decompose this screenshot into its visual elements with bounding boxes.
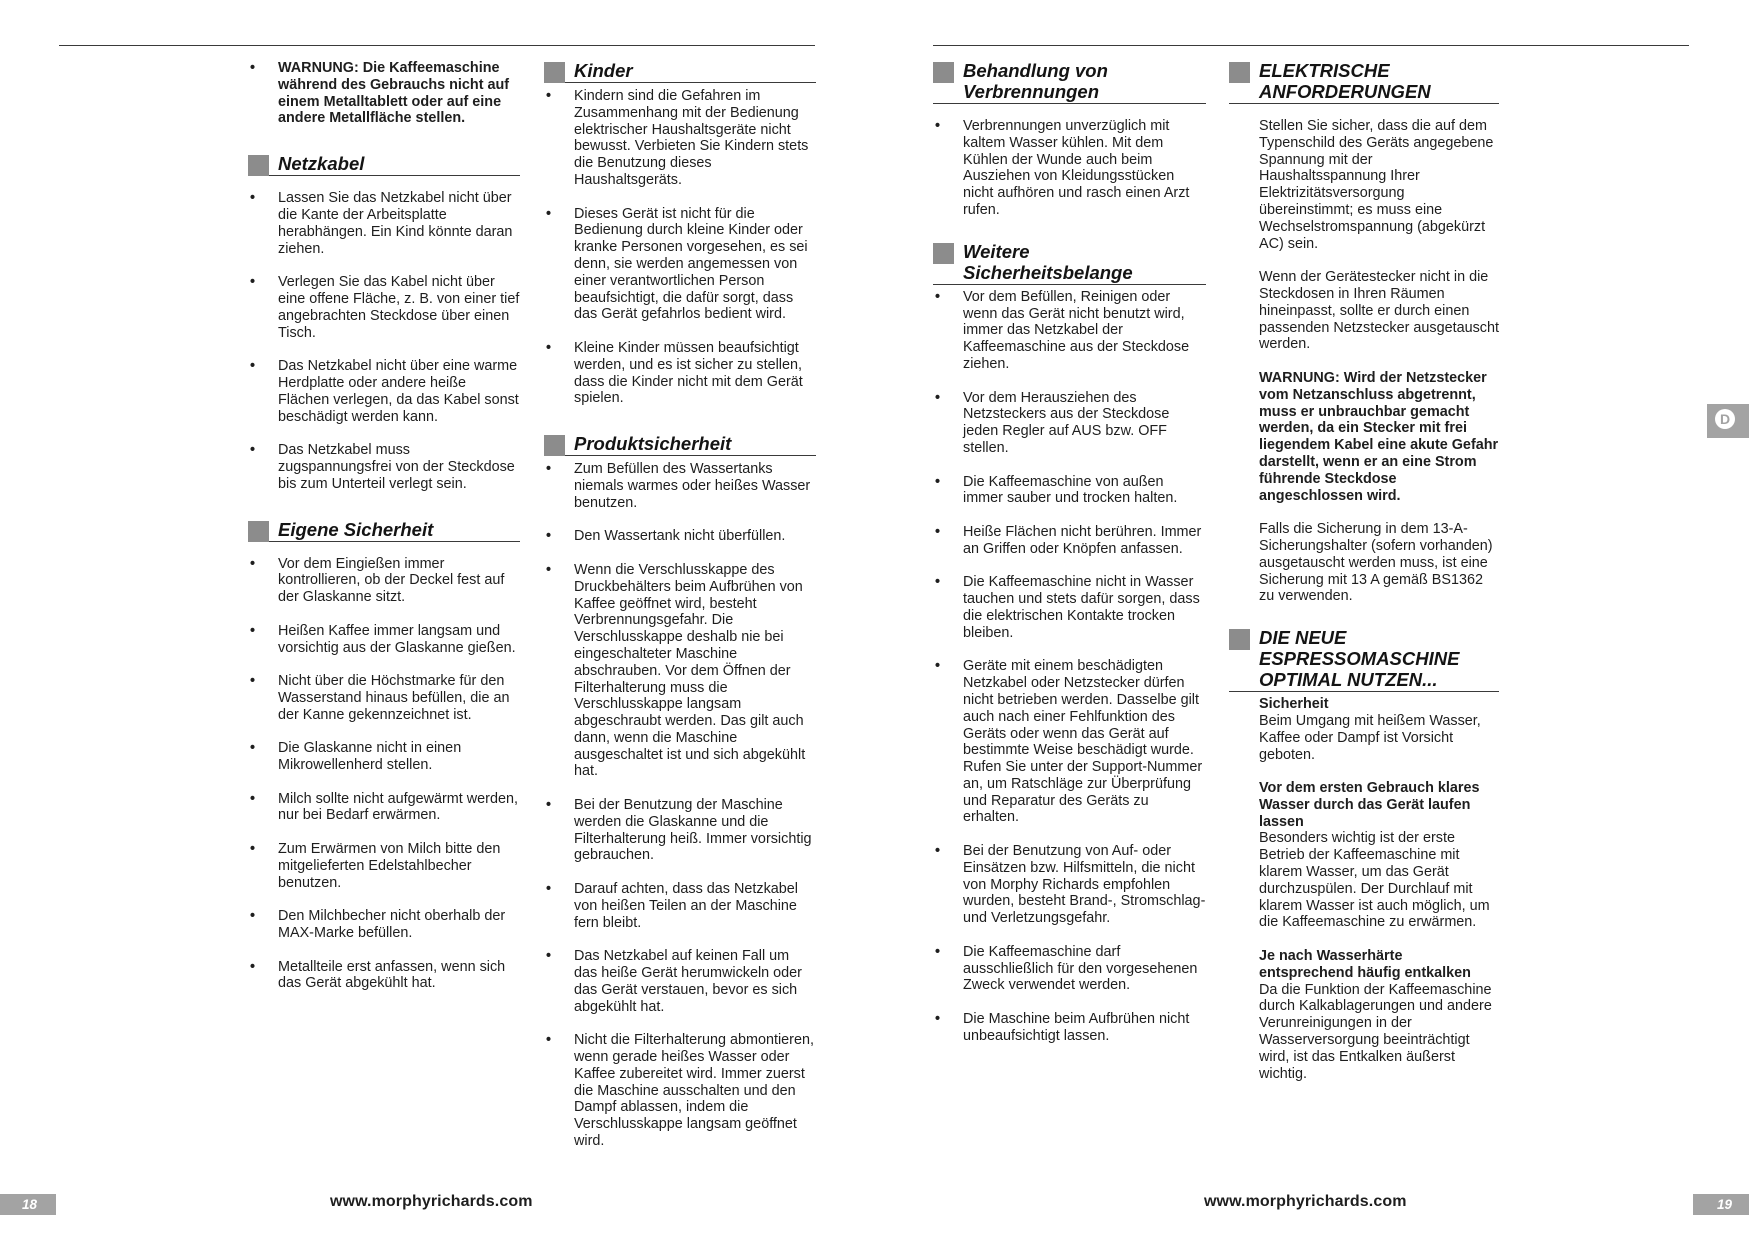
page-number-left bbox=[0, 1194, 56, 1215]
column-c bbox=[933, 60, 1206, 1061]
list-item: • Das Netzkabel muss zugspannungsfrei von der Steckdose bis zum Unterteil verlegt sein. bbox=[248, 442, 520, 492]
heading-text: Produktsicherheit bbox=[574, 433, 732, 455]
list-item: • Bei der Benutzung von Auf- oder Einsätzen bzw. Hilfsmitteln, die nicht von Morphy Richards empfohlen wurden, besteht Brand-, Stromschlag- und Verletzungsgefahr. bbox=[933, 843, 1206, 927]
heading-text-line1: ELEKTRISCHE bbox=[1259, 60, 1390, 81]
heading-square-icon bbox=[248, 155, 269, 176]
heading-text-line2: ANFORDERUNGEN bbox=[1259, 81, 1431, 102]
subsection-text: Besonders wichtig ist der erste Betrieb der Kaffeemaschine mit klarem Wasser, um das Gerät durchzuspülen. Der Durchlauf mit klarem Wasser ist auch möglich, um die Kaffeemaschine zu erwärmen. bbox=[1259, 830, 1490, 931]
page-number-text: 19 bbox=[1717, 1197, 1733, 1212]
heading-square-icon bbox=[1229, 62, 1250, 83]
list-item: • Geräte mit einem beschädigten Netzkabel oder Netzstecker dürfen nicht betrieben werden. Dasselbe gilt auch nach einer Fehlfunktion des Geräts oder wenn das Gerät auf bestimmte Weise beschädigt wurde. Rufen Sie unter der Support-Nummer an, um Ratschläge zur Überprüfung und Reparatur des Geräts zu erhalten. bbox=[933, 658, 1206, 826]
section-heading-die-neue-espressomaschine bbox=[1229, 627, 1499, 692]
page-number-text: 18 bbox=[22, 1197, 38, 1212]
heading-square-icon bbox=[248, 521, 269, 542]
eigene-sicherheit-list bbox=[248, 556, 520, 993]
list-item: • Vor dem Eingießen immer kontrollieren, ob der Deckel fest auf der Glaskanne sitzt. bbox=[248, 556, 520, 606]
list-item: • Lassen Sie das Netzkabel nicht über die Kante der Arbeitsplatte herabhängen. Ein Kind könnte daran ziehen. bbox=[248, 190, 520, 257]
list-item: • Das Netzkabel nicht über eine warme Herdplatte oder andere heiße Flächen verlegen, da das Kabel sonst beschädigt werden kann. bbox=[248, 358, 520, 425]
list-item: • Heißen Kaffee immer langsam und vorsichtig aus der Glaskanne gießen. bbox=[248, 623, 520, 657]
warning-list bbox=[248, 60, 520, 127]
list-item: • Wenn die Verschlusskappe des Druckbehälters beim Aufbrühen von Kaffee geöffnet wird, besteht Verbrennungsgefahr. Die Verschlusskappe deshalb nie bei eingeschalteter Maschine abschrauben. Vor dem Öffnen der Filterhalterung muss die Verschlusskappe langsam abgeschraubt werden. Das gilt auch dann, wenn die Maschine ausgeschaltet ist und sich abgekühlt hat. bbox=[544, 562, 816, 780]
warning-metal-tray: • WARNUNG: Die Kaffeemaschine während des Gebrauchs nicht auf einem Metalltablett oder auf eine andere Metallfläche stellen. bbox=[248, 60, 520, 127]
heading-square-icon bbox=[544, 62, 565, 83]
section-heading-elektrische-anforderungen bbox=[1229, 60, 1499, 104]
heading-square-icon bbox=[1229, 629, 1250, 650]
footer-url-right: www.morphyrichards.com bbox=[1204, 1193, 1407, 1210]
paragraph-fuse: Falls die Sicherung in dem 13-A-Sicherungshalter (sofern vorhanden) ausgetauscht werden muss, ist eine Sicherung mit 13 A gemäß BS1362 zu verwenden. bbox=[1259, 521, 1493, 605]
heading-text-line2: ESPRESSOMASCHINE bbox=[1259, 648, 1460, 670]
list-item: • Milch sollte nicht aufgewärmt werden, nur bei Bedarf erwärmen. bbox=[248, 791, 520, 825]
heading-text-line3: OPTIMAL NUTZEN... bbox=[1259, 669, 1438, 691]
list-item: • Bei der Benutzung der Maschine werden die Glaskanne und die Filterhalterung heiß. Immer vorsichtig gebrauchen. bbox=[544, 797, 816, 864]
column-d bbox=[1229, 60, 1499, 1099]
list-item: • Das Netzkabel auf keinen Fall um das heiße Gerät herumwickeln oder das Gerät verstauen, bevor es sich abgekühlt hat. bbox=[544, 948, 816, 1015]
list-item: • Metallteile erst anfassen, wenn sich das Gerät abgekühlt hat. bbox=[248, 959, 520, 993]
kinder-list bbox=[544, 88, 816, 407]
list-item: • Die Kaffeemaschine von außen immer sauber und trocken halten. bbox=[933, 474, 1206, 508]
list-item: • Verlegen Sie das Kabel nicht über eine offene Fläche, z. B. von einer tief angebrachten Steckdose über einen Tisch. bbox=[248, 274, 520, 341]
subsection-sicherheit bbox=[1259, 696, 1499, 763]
language-tab-label: D bbox=[1715, 409, 1735, 429]
subsection-title: Vor dem ersten Gebrauch klares Wasser durch das Gerät laufen lassen bbox=[1259, 780, 1480, 830]
heading-text: Kinder bbox=[574, 60, 633, 81]
heading-text-line2: Verbrennungen bbox=[963, 81, 1100, 102]
heading-text: Eigene Sicherheit bbox=[278, 518, 434, 540]
list-item: • Nicht über die Höchstmarke für den Wasserstand hinaus befüllen, die an der Kanne gekennzeichnet ist. bbox=[248, 673, 520, 723]
paragraph-plug: Wenn der Gerätestecker nicht in die Steckdosen in Ihren Räumen hineinpasst, sollte er durch einen passenden Netzstecker ausgetauscht werden. bbox=[1259, 269, 1499, 353]
top-rule-right bbox=[933, 45, 1689, 46]
language-tab bbox=[1707, 404, 1749, 438]
produktsicherheit-list bbox=[544, 461, 816, 1150]
subsection-title: Je nach Wasserhärte entsprechend häufig entkalken bbox=[1259, 948, 1471, 981]
section-heading-kinder bbox=[544, 60, 816, 83]
heading-text-line1: DIE NEUE bbox=[1259, 627, 1347, 649]
list-item: • Dieses Gerät ist nicht für die Bedienung durch kleine Kinder oder kranke Personen vorgesehen, es sei denn, sie werden angemessen von einer verantwortlichen Person beaufsichtigt, die dafür sorgt, dass das Gerät gefahrlos bedient wird. bbox=[544, 206, 816, 324]
list-item: • Die Kaffeemaschine darf ausschließlich für den vorgesehenen Zweck verwendet werden. bbox=[933, 944, 1206, 994]
heading-square-icon bbox=[933, 243, 954, 264]
list-item: • Die Glaskanne nicht in einen Mikrowellenherd stellen. bbox=[248, 740, 520, 774]
weitere-sicherheitsbelange-list bbox=[933, 289, 1206, 1045]
heading-square-icon bbox=[933, 62, 954, 83]
list-item: • Zum Erwärmen von Milch bitte den mitgelieferten Edelstahlbecher benutzen. bbox=[248, 841, 520, 891]
list-item: • Den Milchbecher nicht oberhalb der MAX-Marke befüllen. bbox=[248, 908, 520, 942]
top-rule-left bbox=[59, 45, 815, 46]
subsection-entkalken bbox=[1259, 948, 1499, 1082]
list-item: • Darauf achten, dass das Netzkabel von heißen Teilen an der Maschine fern bleibt. bbox=[544, 881, 816, 931]
list-item: • Kleine Kinder müssen beaufsichtigt werden, und es ist sicher zu stellen, dass die Kinder nicht mit dem Gerät spielen. bbox=[544, 340, 816, 407]
section-heading-behandlung-von-verbrennungen bbox=[933, 60, 1206, 104]
list-item: • Vor dem Befüllen, Reinigen oder wenn das Gerät nicht benutzt wird, immer das Netzkabel der Kaffeemaschine aus der Steckdose ziehen. bbox=[933, 289, 1206, 373]
heading-text-line1: Behandlung von bbox=[963, 60, 1108, 81]
paragraph-voltage: Stellen Sie sicher, dass die auf dem Typenschild des Geräts angegebene Spannung mit der Haushaltsspannung Ihrer Elektrizitätsversorgung übereinstimmt; es muss eine Wechselstromspannung (abgekürzt AC) sein. bbox=[1259, 118, 1494, 252]
section-heading-netzkabel bbox=[248, 153, 520, 176]
list-item: • Heiße Flächen nicht berühren. Immer an Griffen oder Knöpfen anfassen. bbox=[933, 524, 1206, 558]
subsection-text: Beim Umgang mit heißem Wasser, Kaffee oder Dampf ist Vorsicht geboten. bbox=[1259, 712, 1481, 763]
list-item: • Verbrennungen unverzüglich mit kaltem Wasser kühlen. Mit dem Kühlen der Wunde auch beim Ausziehen von Kleidungsstücken nicht aufhören und rasch einen Arzt rufen. bbox=[933, 118, 1206, 219]
heading-square-icon bbox=[544, 435, 565, 456]
list-item: • Die Maschine beim Aufbrühen nicht unbeaufsichtigt lassen. bbox=[933, 1011, 1206, 1045]
section-heading-eigene-sicherheit bbox=[248, 519, 520, 542]
section-heading-produktsicherheit bbox=[544, 433, 816, 456]
list-item: • Zum Befüllen des Wassertanks niemals warmes oder heißes Wasser benutzen. bbox=[544, 461, 816, 511]
heading-text-line2: Sicherheitsbelange bbox=[963, 261, 1133, 283]
page-number-right bbox=[1693, 1194, 1749, 1215]
subsection-erster-gebrauch bbox=[1259, 780, 1499, 931]
list-item: • Kindern sind die Gefahren im Zusammenhang mit der Bedienung elektrischer Haushaltsgeräte nicht bewusst. Verbieten Sie Kindern stets die Benutzung dieses Haushaltsgeräts. bbox=[544, 88, 816, 189]
subsection-title: Sicherheit bbox=[1259, 696, 1329, 713]
verbrennungen-list bbox=[933, 118, 1206, 219]
warning-plug: WARNUNG: Wird der Netzstecker vom Netzanschluss abgetrennt, muss er unbrauchbar gemacht werden, da ein Stecker mit frei liegendem Kabel eine akute Gefahr darstellt, wenn er an eine Strom führende Steckdose angeschlossen wird. bbox=[1259, 369, 1499, 504]
list-item: • Die Kaffeemaschine nicht in Wasser tauchen und stets dafür sorgen, dass die elektrischen Kontakte trocken bleiben. bbox=[933, 574, 1206, 641]
subsection-text: Da die Funktion der Kaffeemaschine durch Kalkablagerungen und andere Verunreinigungen in der Wasserversorgung beeinträchtigt wird, ist das Entkalken äußerst wichtig. bbox=[1259, 981, 1492, 1082]
section-heading-weitere-sicherheitsbelange bbox=[933, 241, 1206, 285]
heading-text: Netzkabel bbox=[278, 153, 365, 175]
column-a bbox=[248, 60, 520, 1009]
list-item: • Den Wassertank nicht überfüllen. bbox=[544, 528, 816, 545]
list-item: • Vor dem Herausziehen des Netzsteckers aus der Steckdose jeden Regler auf AUS bzw. OFF stellen. bbox=[933, 390, 1206, 457]
netzkabel-list bbox=[248, 190, 520, 492]
list-item: • Nicht die Filterhalterung abmontieren, wenn gerade heißes Wasser oder Kaffee zubereitet wird. Immer zuerst die Maschine ausschalten und den Dampf ablassen, indem die Verschlusskappe langsam geöffnet wird. bbox=[544, 1032, 816, 1150]
footer-url-left: www.morphyrichards.com bbox=[330, 1193, 533, 1210]
heading-text-line1: Weitere bbox=[963, 240, 1030, 262]
column-b bbox=[544, 60, 816, 1167]
